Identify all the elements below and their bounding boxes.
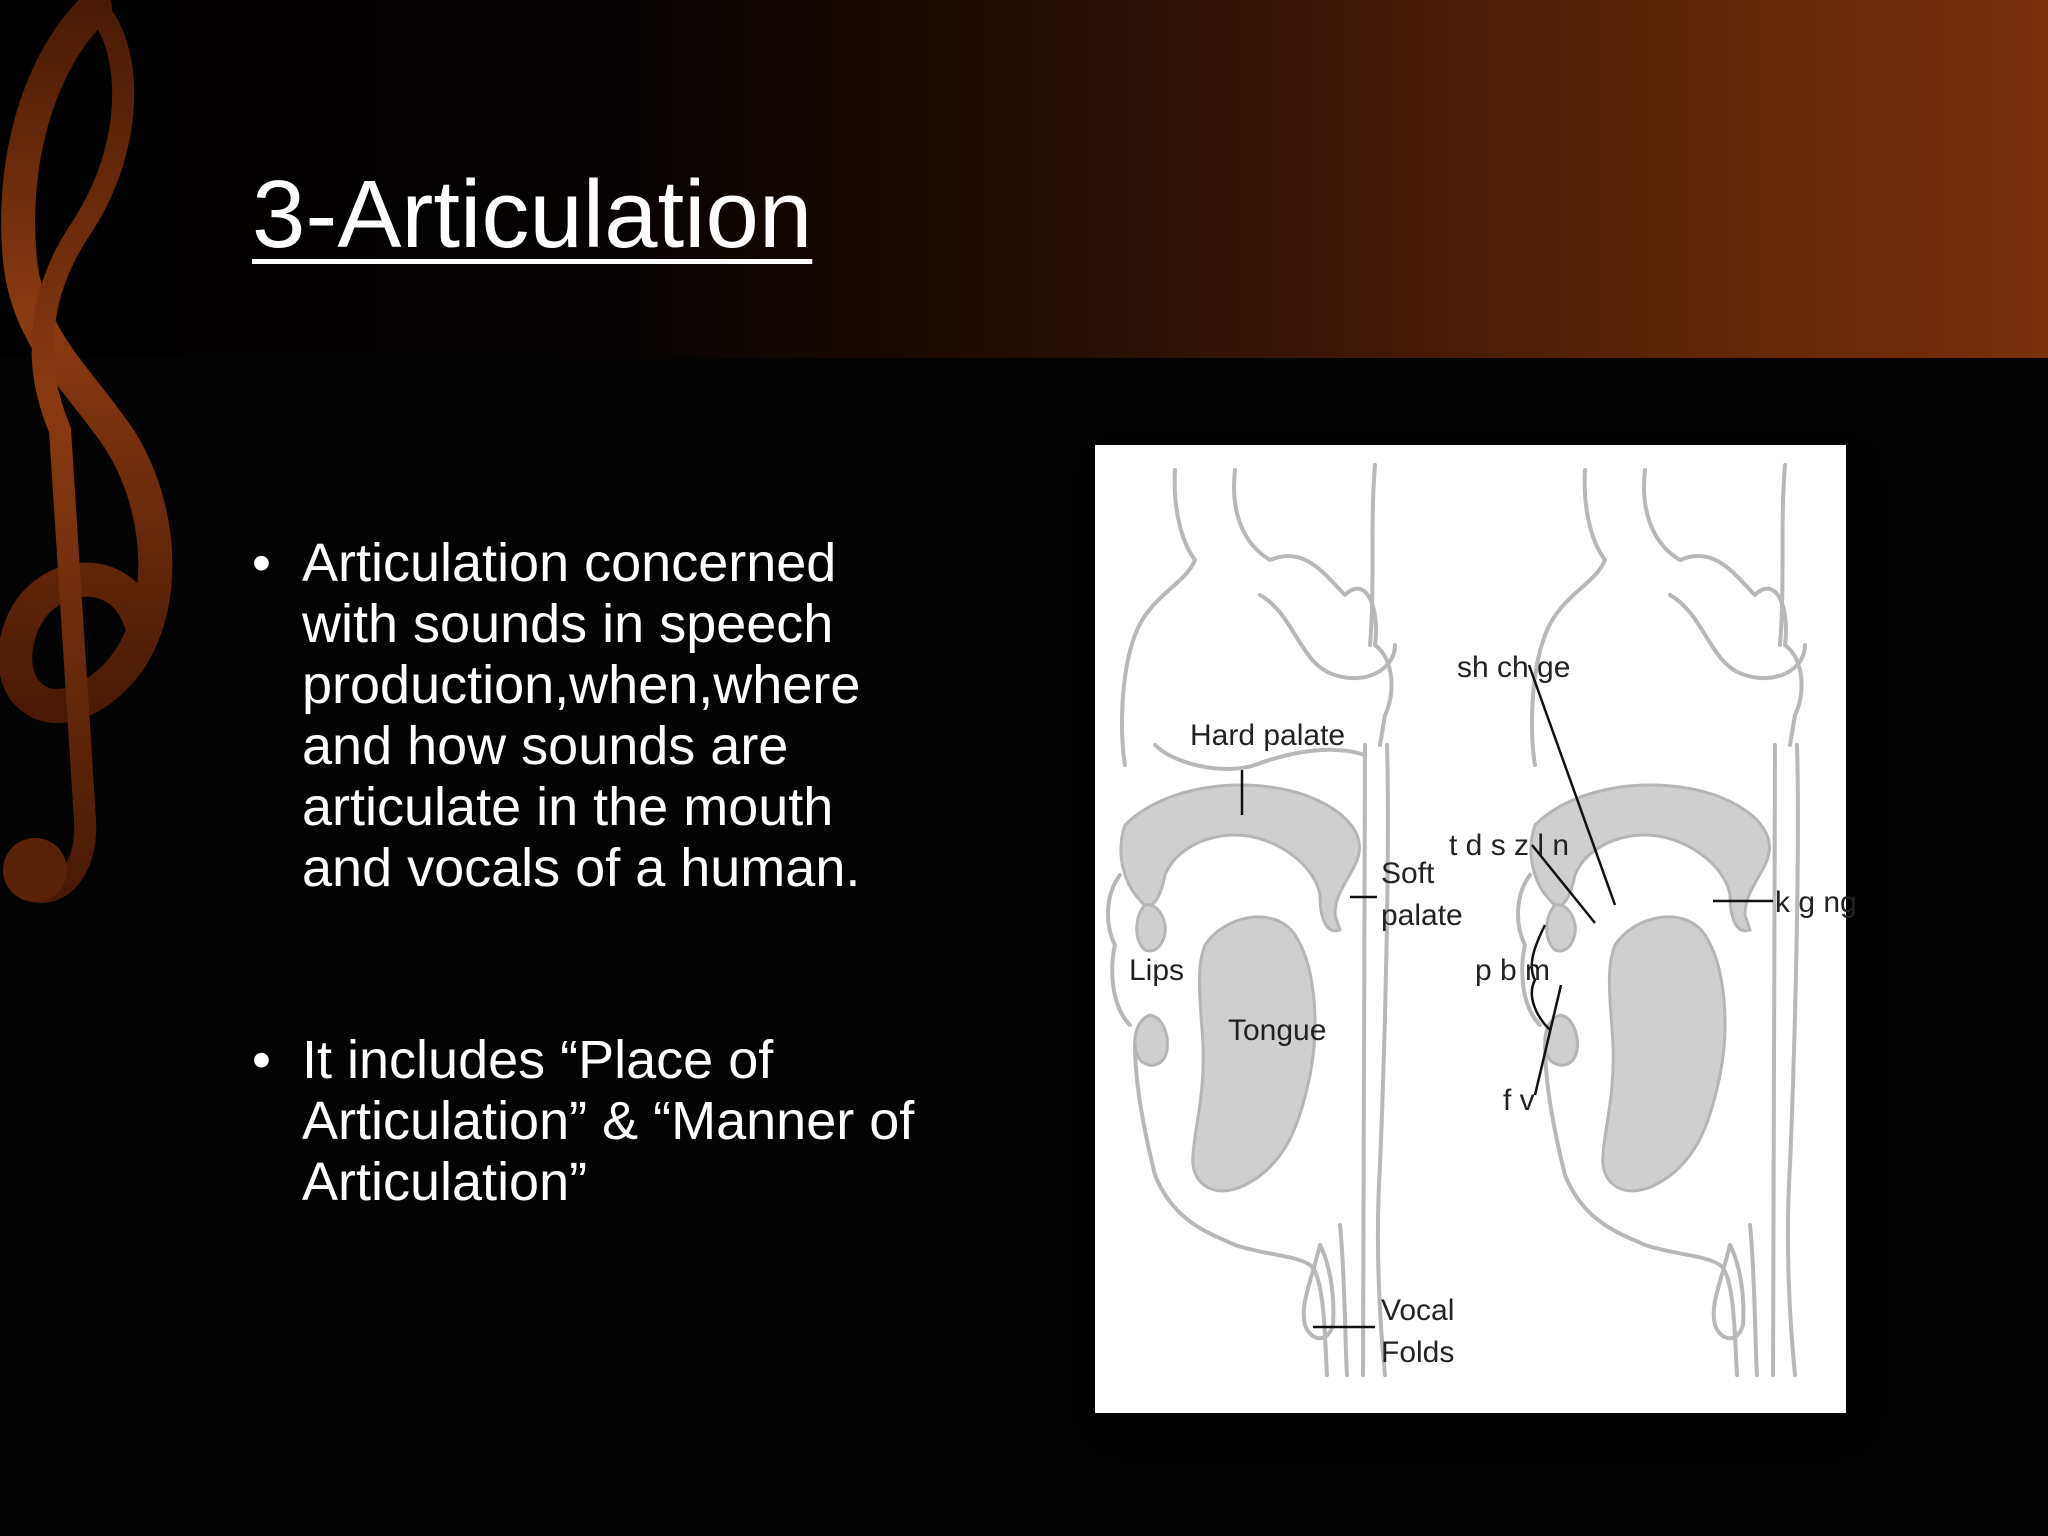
bullet-text: Articulation concerned with sounds in speech production,when,where and how sounds are articulate in the mouth and vocals of a human.	[302, 533, 861, 898]
label-soft: Soft	[1381, 857, 1435, 890]
right-lips-shape	[1545, 1015, 1578, 1065]
articulation-diagram	[1095, 445, 1857, 1413]
label-sh-ch-ge: sh ch ge	[1457, 651, 1571, 684]
label-p-b-m: p b m	[1475, 954, 1551, 987]
label-t-d-s-z-l-n: t d s z l n	[1449, 829, 1570, 862]
left-tongue-shape	[1193, 917, 1315, 1191]
label-f-v: f v	[1503, 1084, 1535, 1117]
label-k-g-ng: k g ng	[1775, 886, 1857, 919]
label-folds: Folds	[1381, 1336, 1455, 1369]
label-tongue: Tongue	[1228, 1014, 1327, 1047]
bullet-item	[252, 533, 912, 903]
right-lips-upper-shape	[1547, 905, 1576, 951]
label-lips: Lips	[1129, 954, 1185, 987]
slide-title: 3-Articulation	[252, 161, 813, 268]
bullet-text: It includes “Place of Articulation” & “Manner of Articulation”	[302, 1030, 915, 1212]
right-tongue-shape	[1603, 917, 1725, 1191]
left-lips-shape	[1135, 1015, 1168, 1065]
vocal-tract-illustration	[1095, 445, 1857, 1413]
label-palate: palate	[1381, 899, 1463, 932]
label-hard-palate: Hard palate	[1190, 719, 1346, 752]
bullet-marker: •	[252, 1030, 271, 1090]
treble-clef-icon	[0, 0, 200, 930]
label-vocal: Vocal	[1381, 1294, 1455, 1327]
bullet-item	[252, 1030, 915, 1230]
bullet-marker: •	[252, 533, 271, 593]
left-lips-upper-shape	[1137, 905, 1166, 951]
